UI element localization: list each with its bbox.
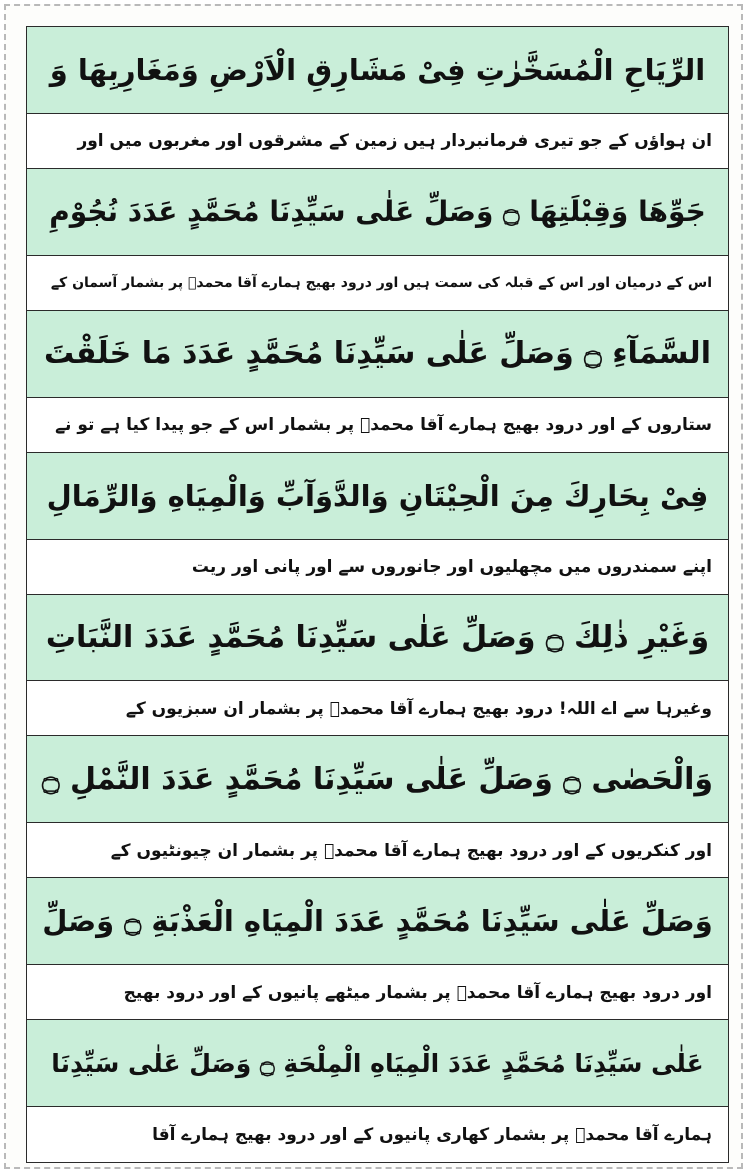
arabic-line-3: السَّمَآءِ ۝ وَصَلِّ عَلٰی سَيِّدِنَا مُحَمَّدٍ عَدَدَ مَا خَلَقْتَ: [27, 311, 728, 398]
arabic-line-5: وَغَيْرِ ذٰلِكَ ۝ وَصَلِّ عَلٰی سَيِّدِنَا مُحَمَّدٍ عَدَدَ النَّبَاتِ: [27, 595, 728, 682]
urdu-translation-2: اس کے درمیان اور اس کے قبلہ کی سمت ہیں اور درود بھیج ہمارے آقا محمدؐ پر بشمار آسمان کے: [27, 256, 728, 311]
urdu-translation-8: ہمارے آقا محمدؐ پر بشمار کھاری پانیوں کے اور درود بھیج ہمارے آقا: [27, 1107, 728, 1162]
urdu-translation-7: اور درود بھیج ہمارے آقا محمدؐ پر بشمار میٹھے پانیوں کے اور درود بھیج: [27, 965, 728, 1020]
arabic-line-4: فِیْ بِحَارِكَ مِنَ الْحِيْتَانِ وَالدَّوَآبِّ وَالْمِيَاهِ وَالرِّمَالِ: [27, 453, 728, 540]
arabic-line-7: وَصَلِّ عَلٰی سَيِّدِنَا مُحَمَّدٍ عَدَدَ الْمِيَاهِ الْعَذْبَةِ ۝ وَصَلِّ: [27, 878, 728, 965]
arabic-line-6: وَالْحَصٰی ۝ وَصَلِّ عَلٰی سَيِّدِنَا مُحَمَّدٍ عَدَدَ النَّمْلِ ۝: [27, 736, 728, 823]
arabic-line-2: جَوِّهَا وَقِبْلَتِهَا ۝ وَصَلِّ عَلٰی سَيِّدِنَا مُحَمَّدٍ عَدَدَ نُجُوْمِ: [27, 169, 728, 256]
urdu-translation-4: اپنے سمندروں میں مچھلیوں اور جانوروں سے اور پانی اور ریت: [27, 540, 728, 595]
arabic-line-8: عَلٰی سَيِّدِنَا مُحَمَّدٍ عَدَدَ الْمِيَاهِ الْمِلْحَةِ ۝ وَصَلِّ عَلٰی سَيِّدِنَا: [27, 1020, 728, 1107]
urdu-translation-3: ستاروں کے اور درود بھیج ہمارے آقا محمدؐ پر بشمار اس کے جو پیدا کیا ہے تو نے: [27, 398, 728, 453]
urdu-translation-5: وغیرہا سے اے اللہ! درود بھیج ہمارے آقا محمدؐ پر بشمار ان سبزیوں کے: [27, 681, 728, 736]
text-sheet: [26, 26, 729, 1163]
urdu-translation-1: ان ہواؤں کے جو تیری فرمانبردار ہیں زمین کے مشرقوں اور مغربوں میں اور: [27, 114, 728, 169]
urdu-translation-6: اور کنکریوں کے اور درود بھیج ہمارے آقا محمدؐ پر بشمار ان چیونٹیوں کے: [27, 823, 728, 878]
page-frame: [4, 4, 743, 1169]
arabic-line-1: الرِّيَاحِ الْمُسَخَّرٰتِ فِیْ مَشَارِقِ الْاَرْضِ وَمَغَارِبِهَا وَ: [27, 27, 728, 114]
